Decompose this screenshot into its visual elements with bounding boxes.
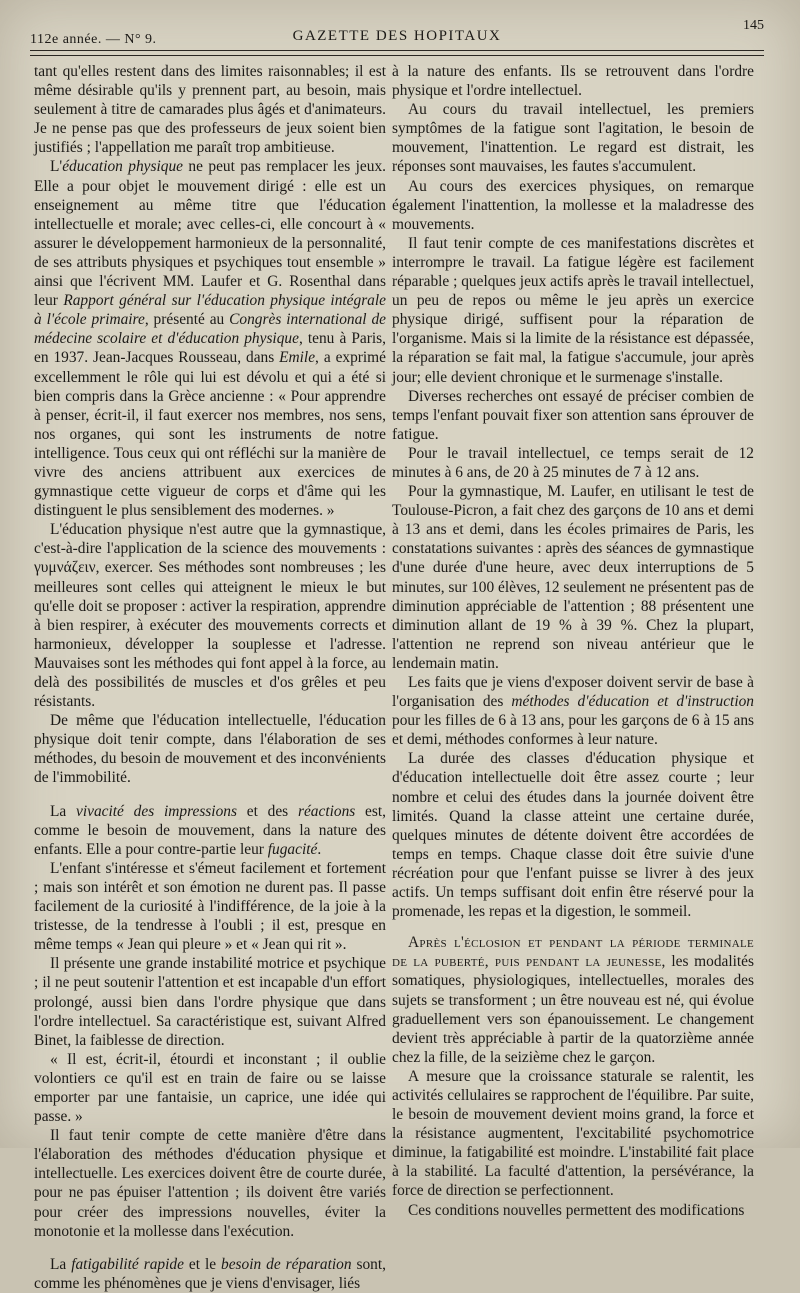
text-run: à la nature des enfants. Ils se retrouvent dans l'ordre physique et l'ordre intellectuel. (392, 63, 754, 100)
page-header (30, 18, 764, 48)
text-run: La (50, 802, 77, 820)
paragraph (392, 673, 754, 749)
text-run: Pour le travail intellectuel, ce temps serait de 12 minutes à 6 ans, de 20 à 25 minutes de 7 à 12 ans. (392, 444, 754, 481)
text-run: Pour la gymnastique, M. Laufer, en utilisant le test de Toulouse-Picron, a fait chez des garçons de 10 ans et demi à 13 ans et demi, dans les écoles primaires de Paris, les constatations suivantes : après des séances de gymnastique d'une durée d'une heure, avec deux interruptions de 5 minutes, sur 100 élèves, 12 seulement ne présentent pas de diminution appréciable de l'attention ; 88 présentent une diminution allant de 19 % à 39 %. Chez la plupart, l'attention ne reprend son niveau antérieur que le lendemain matin. (392, 483, 755, 672)
text-run: A mesure que la croissance staturale se ralentit, les activités cellulaires se rapprochent de l'équilibre. Par suite, le besoin de mouvement devient moins grand, la force et la résistance augmentent, l'excitabilité psychomotrice diminue, la fatigabilité est moindre. L'instabilité fait place à la stabilité. La faculté d'attention, la persévérance, la force de direction se perfectionnent. (392, 1067, 754, 1200)
paragraph (392, 177, 754, 234)
page-number: 145 (743, 18, 764, 33)
text-run: et des (236, 802, 298, 820)
italic-text: fatigabilité rapide (71, 1255, 184, 1273)
text-run: L'enfant s'intéresse et s'émeut facilement et fortement ; mais son intérêt et son émotion ne durent pas. Il passe facilement de la curiosité à l'indifférence, de la joie à la tristesse, de la tendresse à l'oubli ; il est, presque en même temps « Jean qui pleure » et « Jean qui rit ». (34, 859, 386, 954)
italic-text: méthodes d'éducation et d'instruction (511, 693, 754, 711)
paragraph (34, 859, 386, 954)
paragraph (34, 802, 386, 859)
text-run: , a exprimé excellemment le rôle qui lui est dévolu et qui a été si bien compris dans la Grèce ancienne : « Pour apprendre à penser, écrit-il, il faut exercer nos membres, nos sens, nos organes, qui sont les instruments de notre intelligence. Tous ceux qui ont réfléchi sur la manière de vivre des anciens attribuent aux exercices de gymnastique cette vigueur de corps et d'âme qui les distinguent le plus sensiblement des modernes. » (34, 349, 386, 520)
text-run: Il présente une grande instabilité motrice et psychique ; il ne peut soutenir l'attention et est incapable d'un effort prolongé, aussi bien dans l'ordre physique que dans l'ordre intellectuel. Sa caractéristique est, suivant Alfred Binet, la faiblesse de direction. (34, 955, 386, 1049)
smallcaps-text: Après l'éclosion et pendant la période terminale de la puberté, puis pendant la jeunesse, (392, 934, 754, 971)
paragraph (392, 444, 754, 482)
text-run: pour les filles de 6 à 13 ans, pour les garçons de 6 à 15 ans et demi, méthodes conformes à leur nature. (392, 712, 754, 749)
text-run: et le (183, 1255, 222, 1273)
paragraph (34, 1126, 386, 1241)
italic-text: fugacité (267, 840, 318, 858)
text-run: La (50, 1255, 72, 1273)
text-run: ne peut pas remplacer les jeux. Elle a pour objet le mouvement dirigé : elle est un enseignement au même titre que l'éducation intellectuelle et morale; avec celles-ci, elle concourt à « assurer le développement harmonieux de la personnalité, de ses attributs physiques et psychiques tout ensemble » ainsi que l'écrivent MM. Laufer et G. Rosenthal dans leur (34, 158, 387, 310)
text-run: Diverses recherches ont essayé de préciser combien de temps l'enfant pouvait fixer son attention sans éprouver de fatigue. (392, 387, 754, 443)
text-run: La durée des classes d'éducation physique et d'éducation intellectuelle doit être assez courte ; leur nombre et celui des études dans la journée doivent être limités. Quand la classe atteint une certaine durée, quelques minutes de détente doivent être accordées de temps en temps. Chaque classe doit être suivie d'une récréation pour que l'enfant puisse se livrer à des jeux actifs. Un temps suffisant doit enfin être réservé pour la promenade, les repas et la digestion, le sommeil. (392, 750, 754, 921)
paragraph (34, 1050, 386, 1126)
text-run: . (317, 840, 322, 858)
paragraph (34, 711, 386, 787)
text-run: Au cours du travail intellectuel, les premiers symptômes de la fatigue sont l'agitation, le besoin de mouvement, l'inattention. Le regard est distrait, les réponses sont mauvaises, les fautes s'accumulent. (392, 101, 754, 176)
paragraph (392, 482, 754, 673)
text-run: L' (50, 158, 63, 176)
paragraph (392, 234, 754, 387)
text-run: est, comme le besoin de mouvement, dans la nature des enfants. Elle a pour contre-partie leur (34, 802, 386, 858)
paragraph (34, 62, 386, 157)
text-run: « Il est, écrit-il, étourdi et inconstant ; il oublie volontiers ce qu'il est en train de faire ou se laisse emporter par une fantaisie, un caprice, une idée qui passe. » (34, 1050, 386, 1126)
italic-text: vivacité des impressions (76, 802, 237, 820)
paragraph (34, 954, 386, 1049)
text-run: Il faut tenir compte de cette manière d'être dans l'élaboration des méthodes d'éducation physique et intellectuelle. Les exercices doivent être de courte durée, pour ne pas épuiser l'attention ; ils doivent être variés pour créer des impressions nouvelles, éviter la monotonie et la mollesse dans l'exécution. (34, 1127, 386, 1240)
text-run: Il faut tenir compte de ces manifestations discrètes et interrompre le travail. La fatigue légère est facilement réparable ; quelques jeux actifs après le travail intellectuel, un peu de repos ou même le jeu après un exercice physique dirigé, suffisent pour la réparation de l'organisme. Mais si la limite de la résistance est dépassée, la réparation se fait mal, la fatigue s'accumule, jour après jour; elle devient chronique et le surmenage s'installe. (392, 234, 754, 386)
text-run: sont, comme les phénomènes que je viens d'envisager, liés (34, 1255, 386, 1292)
text-run: , tenu à Paris, en 1937. Jean-Jacques Rousseau, dans (34, 330, 386, 367)
right-column (392, 62, 754, 1220)
paragraph (392, 62, 754, 100)
paragraph (392, 100, 754, 176)
italic-text: Emile (279, 349, 316, 367)
text-run: Les faits que je viens d'exposer doivent servir de base à l'organisation des (392, 674, 754, 711)
italic-text: éducation physique (62, 158, 184, 176)
italic-text: Congrès international de médecine scolaire et d'éducation physique (34, 311, 386, 348)
text-run: De même que l'éducation intellectuelle, l'éducation physique doit tenir compte, dans l'élaboration de ses méthodes, du besoin de mouvement et des inconvénients de l'immobilité. (34, 712, 386, 787)
text-run: , présenté au (144, 311, 230, 329)
paragraph (34, 1255, 386, 1293)
italic-text: besoin de réparation (221, 1255, 352, 1273)
paragraph (392, 1067, 754, 1201)
paragraph (392, 1201, 754, 1220)
italic-text: réactions (297, 802, 356, 820)
header-rule (30, 50, 764, 56)
text-run: Au cours des exercices physiques, on remarque également l'inattention, la mollesse et la maladresse des mouvements. (392, 177, 754, 233)
italic-text: Rapport général sur l'éducation physique intégrale à l'école primaire (34, 292, 386, 329)
paragraph (34, 157, 386, 520)
text-run: tant qu'elles restent dans des limites raisonnables; il est même désirable qu'ils y prennent part, au besoin, mais seulement à titre de camarades plus âgés et d'animateurs. Je ne pense pas que des professeurs de jeux soient bien justifiés ; l'appellation me paraît trop ambitieuse. (34, 63, 386, 157)
paragraph (392, 933, 754, 1067)
text-run: les modalités somatiques, physiologiques, intellectuelles, morales des sujets se transforment ; un être nouveau est né, qui évolue graduellement vers son épanouissement. Le changement devient très appréciable à partir de la quatorzième année chez la fille, de la seizième chez le garçon. (392, 953, 754, 1066)
text-run: Ces conditions nouvelles permettent des modifications (408, 1201, 745, 1219)
text-run: L'éducation physique n'est autre que la gymnastique, c'est-à-dire l'application de la science des mouvements : γυμνάζειν, exercer. Ses méthodes sont nombreuses ; les meilleures sont celles qui atteignent le mieux le but qu'elle doit se proposer : activer la respiration, apprendre à bien respirer, à exécuter des mouvements corrects et harmonieux, développer la souplesse et l'adresse. Mauvaises sont les méthodes qui font appel à la force, au delà des possibilités de muscles et d'os grêles et peu résistants. (34, 521, 386, 711)
paragraph (392, 387, 754, 444)
paragraph (392, 749, 754, 921)
journal-title: GAZETTE DES HOPITAUX (292, 28, 502, 44)
left-column (34, 62, 386, 1293)
paragraph (34, 520, 386, 711)
issue-number: 112e année. — N° 9. (30, 32, 157, 47)
